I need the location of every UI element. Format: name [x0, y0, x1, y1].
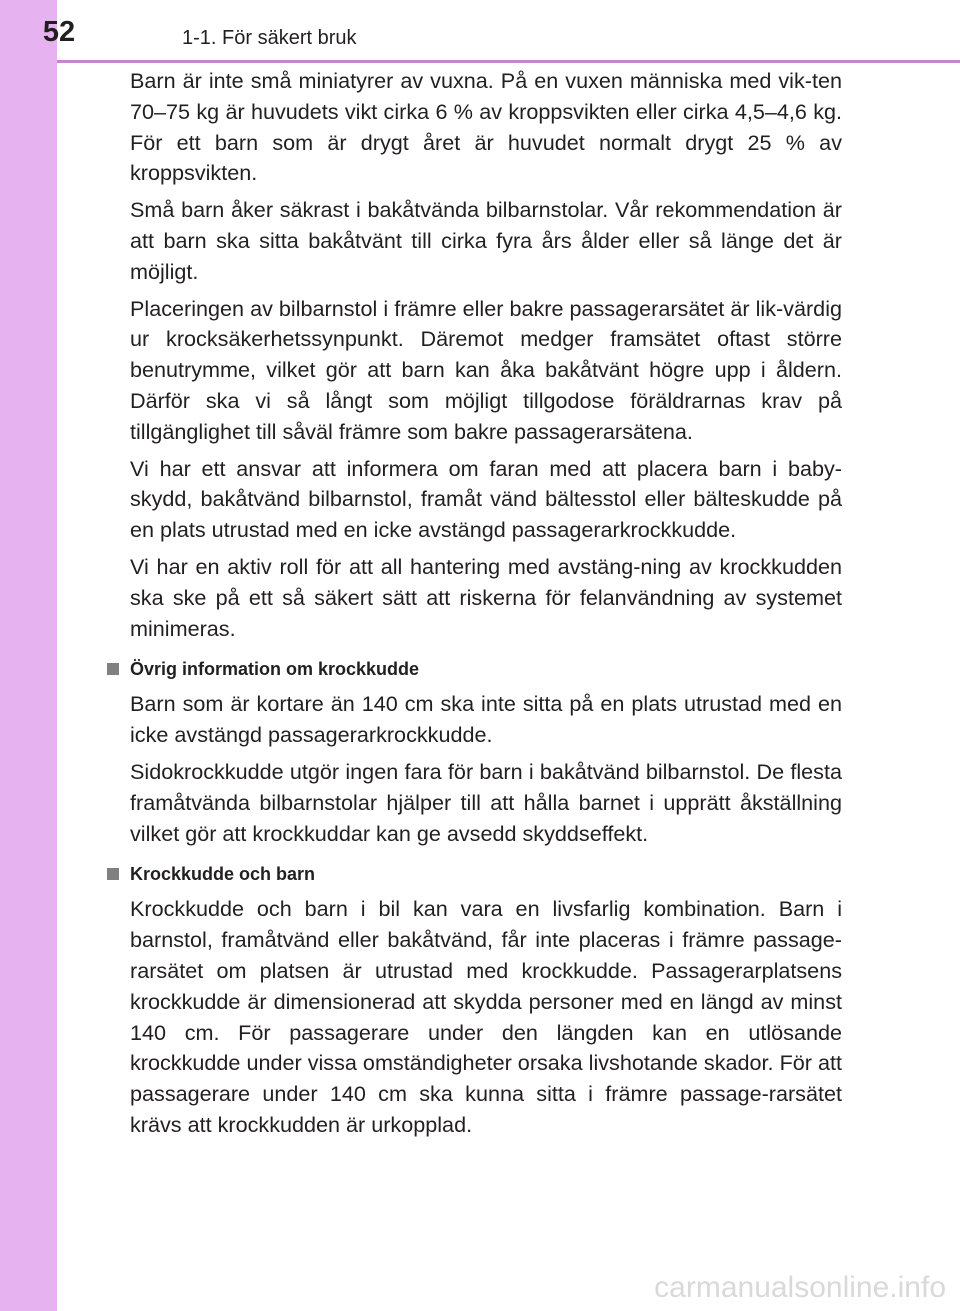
- section-heading-text: Övrig information om krockkudde: [130, 659, 420, 680]
- section-heading-airbag-info: [107, 657, 842, 681]
- paragraph: Vi har ett ansvar att informera om faran med att placera barn i baby-skydd, bakåtvänd bilbarnstol, framåt vänd bältesstol eller bälteskudde på en plats utrustad med en icke avstängd passagerarkrockkudde.: [130, 455, 842, 543]
- page-sidebar-tab: [0, 0, 57, 1311]
- page-content: [130, 66, 842, 1147]
- paragraph: Sidokrockkudde utgör ingen fara för barn i bakåtvänd bilbarnstol. De flesta framåtvända bilbarnstolar hjälper till att hålla barnet i upprätt åkställning vilket gör att krockkuddar kan ge avsedd skyddseffekt.: [130, 758, 842, 846]
- paragraph: Små barn åker säkrast i bakåtvända bilbarnstolar. Vår rekommendation är att barn ska sitta bakåtvänt till cirka fyra års ålder eller så länge det är möjligt.: [130, 197, 842, 284]
- section-title: 1-1. För säkert bruk: [182, 27, 357, 49]
- square-bullet-icon: [107, 868, 119, 880]
- section-heading-airbag-children: [107, 862, 842, 886]
- paragraph: Barn som är kortare än 140 cm ska inte sitta på en plats utrustad med en icke avstängd passagerarkrockkudde.: [130, 691, 842, 748]
- section-heading-text: Krockkudde och barn: [130, 864, 316, 885]
- paragraph: Placeringen av bilbarnstol i främre eller bakre passagerarsätet är lik-värdig ur krocksäkerhetssynpunkt. Däremot medger framsätet oftast större benutrymme, vilket gör att barn kan åka bakåtvänt högre upp i åldern. Därför ska vi så långt som möjligt tillgodose föräldrarnas krav på tillgänglighet till såväl främre som bakre passagerarsätena.: [130, 295, 842, 444]
- header-divider: [57, 60, 960, 63]
- watermark: carmanualsonline.info: [654, 1271, 946, 1304]
- square-bullet-icon: [107, 663, 119, 675]
- paragraph: Krockkudde och barn i bil kan vara en livsfarlig kombination. Barn i barnstol, framåtvänd eller bakåtvänd, får inte placeras i främre passage-rarsätet om platsen är utrustad med krockkudde. Passagerarplatsens krockkudde är dimensionerad att skydda personer med en längd av minst 140 cm. För passagerare under den längden kan en utlösande krockkudde under vissa omständigheter orsaka livshotande skador. För att passagerare under 140 cm ska kunna sitta i främre passage-rarsätet krävs att krockkudden är urkopplad.: [130, 896, 842, 1137]
- paragraph: Barn är inte små miniatyrer av vuxna. På en vuxen människa med vik-ten 70–75 kg är huvudets vikt cirka 6 % av kroppsvikten eller cirka 4,5–4,6 kg. För ett barn som är drygt året är huvudet normalt drygt 25 % av kroppsvikten.: [130, 68, 842, 186]
- page-number: 52: [42, 16, 76, 48]
- paragraph: Vi har en aktiv roll för att all hantering med avstäng-ning av krockkudden ska ske på ett så säkert sätt att riskerna för felanvändning av systemet minimeras.: [130, 553, 842, 641]
